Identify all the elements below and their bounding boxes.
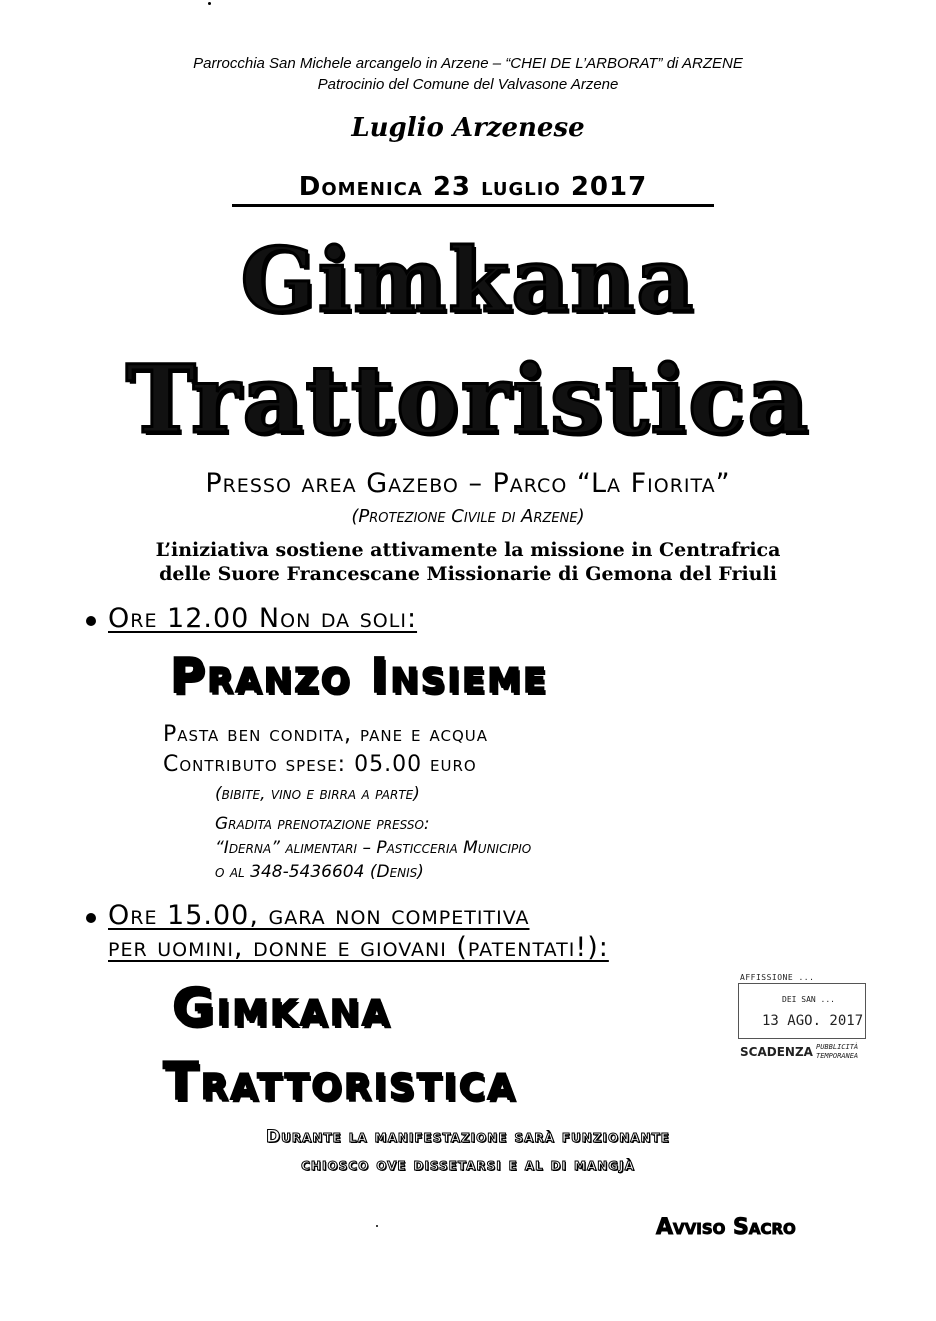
stamp-date: 13 AGO. 2017 bbox=[762, 1013, 864, 1029]
posting-stamp bbox=[738, 973, 866, 1069]
stamp-text: DEI SAN ... bbox=[782, 995, 835, 1004]
charity-line2: delle Suore Francescane Missionarie di Gemona del Friuli bbox=[159, 563, 777, 585]
header-organizer bbox=[0, 53, 936, 95]
booking-shop: “Iderna” alimentari – Pasticceria Municipio bbox=[215, 838, 532, 858]
lunch-heading: Ore 12.00 Non da soli: bbox=[108, 603, 418, 634]
stamp-advert-label: PUBBLICITÀ TEMPORANEA bbox=[816, 1043, 859, 1060]
location-host: (Protezione Civile di Arzene) bbox=[351, 506, 585, 527]
lunch-title: Pranzo Insieme bbox=[170, 648, 549, 704]
kiosk-note-line1: Durante la manifestazione sarà funzionante bbox=[266, 1127, 670, 1147]
bullet-icon bbox=[86, 913, 96, 923]
lunch-price: Contributo spese: 05.00 euro bbox=[163, 752, 477, 777]
booking-phone: o al 348-5436604 (Denis) bbox=[215, 862, 424, 882]
stamp-text: AFFISSIONE ... bbox=[740, 973, 815, 982]
stamp-expiry-label: SCADENZA bbox=[740, 1045, 813, 1059]
booking-label: Gradita prenotazione presso: bbox=[215, 814, 430, 834]
race-title-line2: Trattoristica bbox=[163, 1052, 518, 1112]
sacred-notice: Avviso Sacro bbox=[656, 1215, 796, 1240]
kiosk-note-line2: chiosco ove dissetarsi e al di mangjà bbox=[301, 1155, 635, 1175]
race-heading-line2: per uomini, donne e giovani (patentati!): bbox=[108, 932, 609, 963]
header-line-patronage: Patrocinio del Comune del Valvasone Arzene bbox=[317, 76, 619, 93]
charity-note bbox=[0, 538, 936, 586]
charity-line1: L’iniziativa sostiene attivamente la missione in Centrafrica bbox=[155, 539, 781, 561]
event-date: Domenica 23 luglio 2017 bbox=[232, 172, 714, 207]
scan-speck bbox=[376, 1225, 378, 1227]
race-heading-line1: Ore 15.00, gara non competitiva bbox=[108, 900, 530, 931]
bullet-icon bbox=[86, 616, 96, 626]
stamp-box bbox=[738, 983, 866, 1039]
main-title-line2: Trattoristica bbox=[125, 345, 811, 455]
event-series-title: Luglio Arzenese bbox=[351, 113, 585, 143]
lunch-drinks-note: (bibite, vino e birra a parte) bbox=[215, 784, 420, 804]
lunch-menu: Pasta ben condita, pane e acqua bbox=[163, 722, 489, 747]
main-title-line1: Gimkana bbox=[240, 228, 696, 332]
event-location: Presso area Gazebo – Parco “La Fiorita” bbox=[205, 468, 731, 499]
header-line-parish: Parrocchia San Michele arcangelo in Arzene – “CHEI DE L’ARBORAT” di ARZENE bbox=[193, 55, 743, 72]
scan-speck bbox=[208, 2, 211, 5]
race-title-line1: Gimkana bbox=[172, 978, 392, 1038]
